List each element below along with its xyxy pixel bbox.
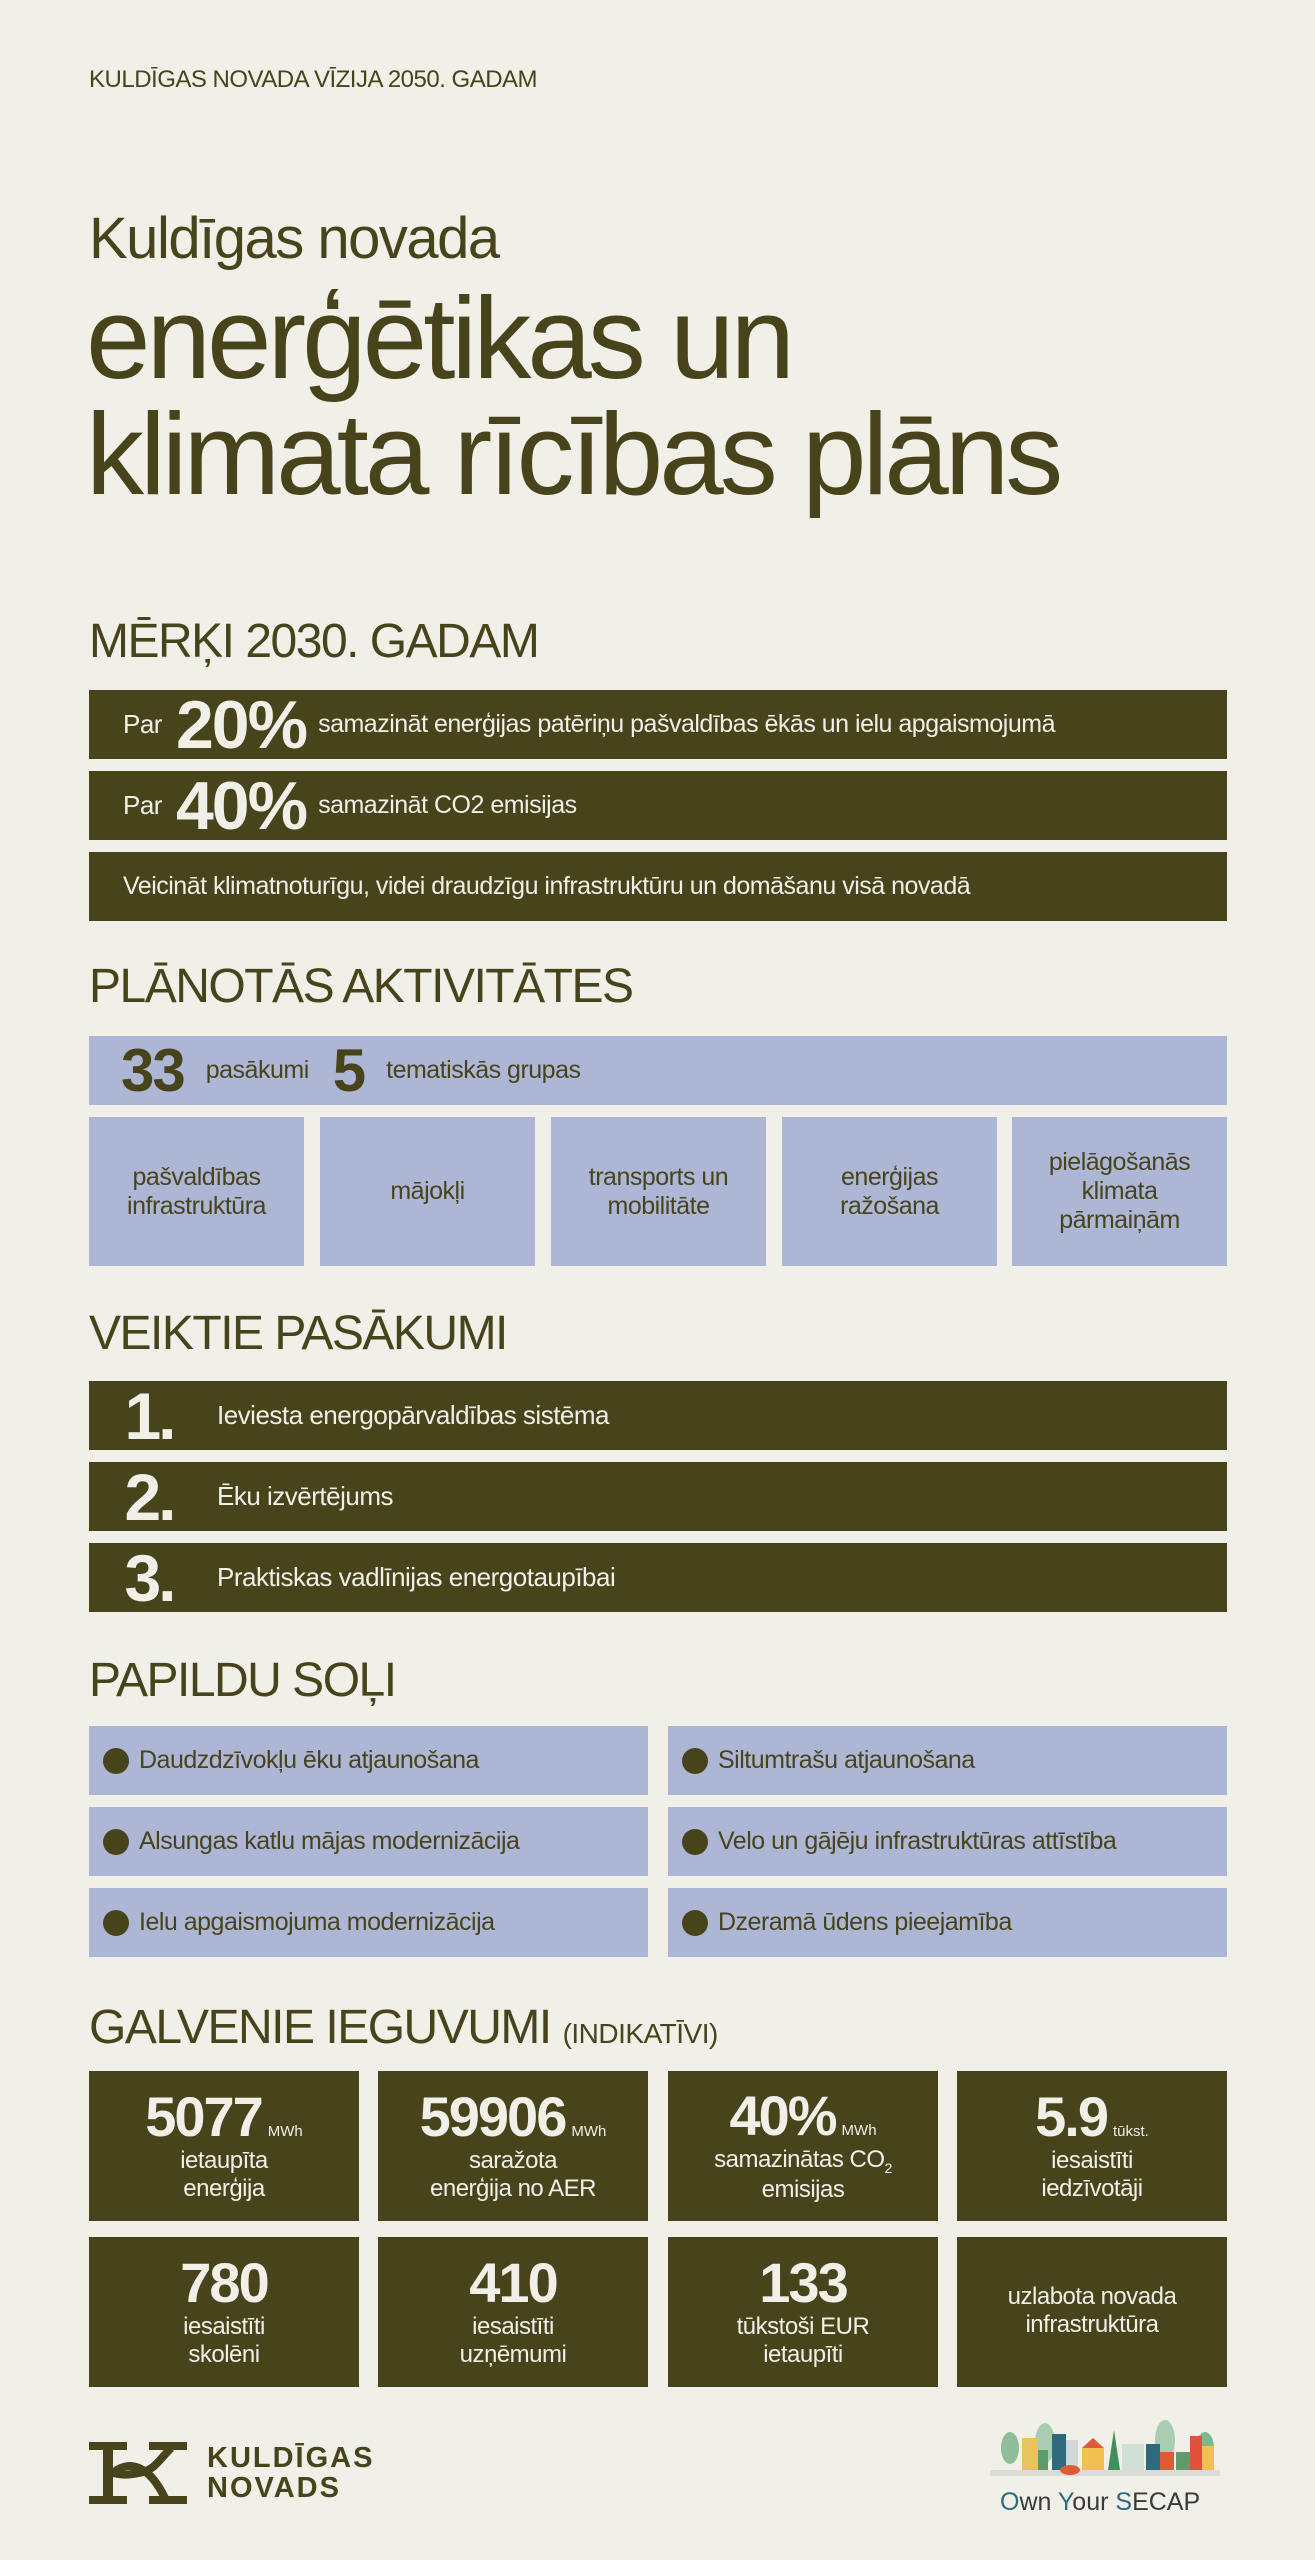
goal-text: samazināt CO2 emisijas (318, 791, 577, 819)
kuldiga-logo-line-2: NOVADS (207, 2472, 341, 2504)
done-item (89, 1459, 1227, 1534)
goal-prefix: Par (123, 790, 162, 820)
kicker-text: KULDĪGAS NOVADA VĪZIJA 2050. GADAM (89, 66, 538, 93)
benefits-heading (89, 2001, 718, 2054)
kuldiga-logo-text (207, 2443, 374, 2504)
benefit-card (957, 2237, 1227, 2387)
bullet-icon (103, 1910, 129, 1936)
page-title (86, 273, 1060, 519)
benefit-value: 780 (180, 2251, 268, 2315)
benefit-unit: tūkst. (1113, 2123, 1149, 2141)
benefits-heading-note: (INDIKATĪVI) (562, 2018, 718, 2049)
goal-text: Veicināt klimatnoturīgu, videi draudzīgu infrastruktūru un domāšanu visā novadā (123, 872, 971, 900)
benefit-desc-2: infrastruktūra (1025, 2310, 1159, 2338)
benefit-desc-2: ietaupīti (763, 2341, 843, 2368)
steps-heading: PAPILDU SOĻI (89, 1654, 396, 1707)
step-item (668, 1726, 1227, 1795)
step-text: Siltumtrašu atjaunošana (718, 1746, 975, 1774)
done-item (89, 1540, 1227, 1615)
goal-item (89, 767, 1227, 844)
title-line-3: klimata rīcības plāns (86, 389, 1060, 519)
benefit-desc-1: iesaistīti (183, 2313, 265, 2341)
benefit-desc-2: skolēni (188, 2341, 260, 2368)
step-item (89, 1888, 648, 1957)
benefit-desc-2: emisijas (761, 2176, 845, 2204)
benefit-value: 133 (759, 2251, 847, 2315)
title-line-1: Kuldīgas novada (89, 206, 499, 271)
secap-ecap: ECAP (1132, 2488, 1201, 2516)
step-item (668, 1888, 1227, 1957)
goal-text: samazināt enerģijas patēriņu pašvaldības ēkās un ielu apgaismojumā (318, 710, 1055, 738)
done-text: Praktiskas vadlīnijas energotaupībai (217, 1562, 616, 1592)
category-card: pielāgošanās klimata pārmaiņām (1012, 1117, 1227, 1266)
done-number: 3. (124, 1540, 174, 1615)
goal-percent: 40% (175, 767, 307, 844)
goals-heading: MĒRĶI 2030. GADAM (89, 615, 539, 668)
step-text: Ielu apgaismojuma modernizācija (139, 1908, 495, 1936)
city-skyline-icon (990, 2418, 1220, 2484)
done-text: Ēku izvērtējums (217, 1481, 393, 1511)
benefit-unit: MWh (841, 2122, 877, 2140)
step-item (89, 1726, 648, 1795)
benefits-heading-text: GALVENIE IEGUVUMI (89, 2001, 551, 2054)
benefit-desc-1: uzlabota novada (1007, 2283, 1177, 2310)
kuldiga-logo-line-1: KULDĪGAS (207, 2441, 375, 2474)
benefit-desc-2: enerģija (183, 2175, 265, 2202)
benefit-card (668, 2237, 938, 2387)
goal-percent: 20% (175, 686, 307, 763)
title-line-2: enerģētikas un (86, 273, 791, 403)
planned-heading: PLĀNOTĀS AKTIVITĀTES (89, 960, 633, 1013)
goal-item (89, 852, 1227, 921)
goal-item (89, 686, 1227, 763)
secap-wn: wn (1019, 2488, 1058, 2516)
groups-label: tematiskās grupas (386, 1056, 581, 1084)
secap-s: S (1115, 2488, 1133, 2516)
secap-o: O (1000, 2488, 1020, 2516)
benefit-card (957, 2071, 1227, 2221)
benefit-card (668, 2071, 938, 2221)
benefit-desc-1: ietaupīta (180, 2147, 268, 2175)
step-text: Daudzdzīvokļu ēku atjaunošana (139, 1746, 479, 1774)
secap-logo-text (1000, 2488, 1200, 2517)
benefit-desc-2: iedzīvotāji (1041, 2175, 1143, 2202)
benefit-desc-2: uzņēmumi (459, 2341, 567, 2368)
planned-count-bar (89, 1036, 1227, 1105)
kuldiga-emblem-icon (89, 2440, 189, 2506)
benefit-value: 5.9 (1035, 2085, 1107, 2149)
benefit-card (89, 2071, 359, 2221)
kuldiga-logo (89, 2440, 374, 2506)
bullet-icon (682, 1748, 708, 1774)
category-card: pašvaldības infrastruktūra (89, 1117, 304, 1266)
benefit-value: 59906 (419, 2085, 566, 2149)
step-text: Dzeramā ūdens pieejamība (718, 1908, 1012, 1936)
secap-our: our (1072, 2488, 1116, 2516)
benefit-desc-sub: 2 (884, 2160, 892, 2177)
secap-y: Y (1057, 2488, 1073, 2516)
goal-prefix: Par (123, 709, 162, 739)
category-card: enerģijas ražošana (782, 1117, 997, 1266)
benefit-desc-1: iesaistīti (472, 2313, 554, 2341)
bullet-icon (682, 1910, 708, 1936)
measures-label: pasākumi (205, 1056, 309, 1084)
done-heading: VEIKTIE PASĀKUMI (89, 1307, 507, 1360)
step-item (89, 1807, 648, 1876)
done-number: 1. (124, 1378, 174, 1453)
benefit-unit: MWh (267, 2123, 303, 2141)
benefit-desc-1: saražota (468, 2147, 558, 2175)
category-card: transports un mobilitāte (551, 1117, 766, 1266)
benefit-value: 410 (469, 2251, 557, 2315)
bullet-icon (103, 1829, 129, 1855)
step-text: Velo un gājēju infrastruktūras attīstība (718, 1827, 1117, 1855)
benefit-unit: MWh (571, 2123, 607, 2141)
done-item (89, 1378, 1227, 1453)
benefit-card (89, 2237, 359, 2387)
measures-count: 33 (121, 1036, 184, 1104)
benefit-desc-1: tūkstoši EUR (736, 2313, 870, 2341)
step-text: Alsungas katlu mājas modernizācija (139, 1827, 520, 1855)
benefit-value: 5077 (145, 2085, 262, 2149)
bullet-icon (682, 1829, 708, 1855)
step-item (668, 1807, 1227, 1876)
done-number: 2. (124, 1459, 174, 1534)
benefit-desc-1: samazinātas CO (714, 2146, 885, 2174)
category-card: mājokļi (320, 1117, 535, 1266)
groups-count: 5 (332, 1036, 365, 1104)
benefit-card (378, 2237, 648, 2387)
bullet-icon (103, 1748, 129, 1774)
benefit-desc-1: iesaistīti (1051, 2147, 1133, 2175)
benefit-card (378, 2071, 648, 2221)
done-text: Ieviesta energopārvaldības sistēma (217, 1400, 610, 1430)
own-your-secap-logo (990, 2418, 1220, 2518)
benefit-value: 40% (729, 2084, 836, 2148)
benefit-desc-2: enerģija no AER (430, 2175, 596, 2202)
